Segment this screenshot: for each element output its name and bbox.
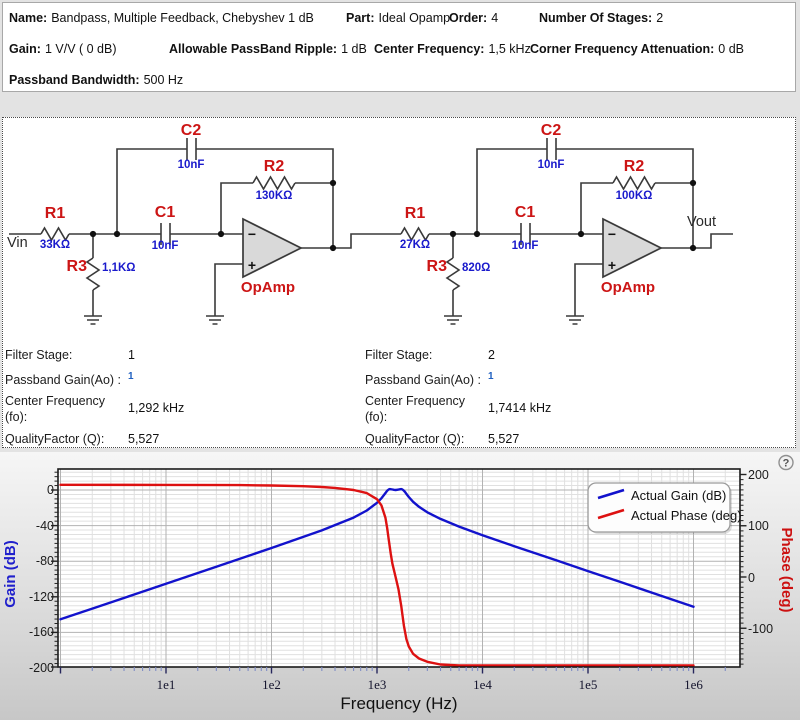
field-part-label: Part: xyxy=(346,11,375,25)
stage1-center-frequency-label: Center Frequency (fo): xyxy=(5,394,106,424)
stage2-junction xyxy=(690,245,696,251)
stage1-inverting-input-sign: − xyxy=(247,226,257,242)
stage1-r2-resistor xyxy=(253,177,295,189)
field-order-value: 4 xyxy=(491,11,499,25)
stage1-junction xyxy=(114,231,120,237)
field-number-of-stages xyxy=(539,11,663,25)
stage1-junction xyxy=(90,231,96,237)
stage1-noninverting-input-sign: + xyxy=(247,257,257,273)
stage1-opamp-label: OpAmp xyxy=(240,279,296,296)
stage2-junction xyxy=(474,231,480,237)
field-corner-attenuation-label: Corner Frequency Attenuation: xyxy=(530,42,715,56)
stage1-r2-label: R2 xyxy=(263,158,285,175)
stage1-quality-factor-label: QualityFactor (Q): xyxy=(5,432,105,446)
field-part xyxy=(346,11,450,25)
phase-tick-1: 100 xyxy=(748,519,769,533)
gain-tick-labels xyxy=(29,483,54,675)
bode-plot xyxy=(0,452,800,720)
field-passband-ripple-label: Allowable PassBand Ripple: xyxy=(169,42,338,56)
stage2-r1-label: R1 xyxy=(404,205,426,222)
field-part-value: Ideal Opamp xyxy=(378,11,451,25)
header-row-2 xyxy=(3,42,795,60)
gain-tick-0: 0 xyxy=(47,483,54,497)
stage1-filter-stage-value: 1 xyxy=(128,348,135,362)
stage2-junction xyxy=(578,231,584,237)
stage2-quality-factor-value: 5,527 xyxy=(488,432,520,446)
stage2-passband-gain-label: Passband Gain(Ao) : xyxy=(365,373,482,387)
freq-tick-5: 1e6 xyxy=(684,677,703,692)
gain-tick-4: -160 xyxy=(28,625,54,639)
field-center-frequency-value: 1,5 kHz xyxy=(488,42,531,56)
legend-gain-label: Actual Gain (dB) xyxy=(631,488,727,503)
filter-summary-box xyxy=(2,2,796,92)
field-order-label: Order: xyxy=(449,11,488,25)
field-gain-value: 1 V/V ( 0 dB) xyxy=(44,42,117,56)
field-number-of-stages-value: 2 xyxy=(656,11,664,25)
stage1-r2-value: 130KΩ xyxy=(255,190,293,202)
stage2-r2-resistor xyxy=(613,177,655,189)
stage1-c2-capacitor xyxy=(187,138,196,160)
stage2-c2-capacitor xyxy=(547,138,556,160)
gain-tick-5: -200 xyxy=(28,661,54,675)
stage2-c2-value: 10nF xyxy=(537,159,565,171)
field-name xyxy=(9,11,314,25)
legend-phase-label: Actual Phase (deg) xyxy=(631,508,742,523)
field-passband-bandwidth xyxy=(9,73,183,87)
stage1-wires xyxy=(9,149,401,316)
circuit-schematic xyxy=(3,118,795,347)
gain-tick-2: -80 xyxy=(35,554,54,568)
phase-tick-labels xyxy=(748,468,773,636)
stage1-c2-value: 10nF xyxy=(177,159,205,171)
stage2-center-frequency-label: Center Frequency (fo): xyxy=(365,394,466,424)
stage1-filter-stage-label: Filter Stage: xyxy=(5,348,73,362)
stage1-junction xyxy=(330,245,336,251)
stage1-r3-resistor xyxy=(87,258,99,290)
stage1-r3-value: 1,1KΩ xyxy=(102,262,136,274)
field-passband-bandwidth-label: Passband Bandwidth: xyxy=(9,73,140,87)
stage2-ground-r3 xyxy=(444,316,462,324)
stage1-r1-value: 33KΩ xyxy=(39,239,71,251)
stage1-ground-r3 xyxy=(84,316,102,324)
phase-tick-2: 0 xyxy=(748,571,755,585)
vout-label: Vout xyxy=(687,214,717,230)
phase-axis-title: Phase (deg) xyxy=(778,527,795,613)
stage2-r2-label: R2 xyxy=(623,158,645,175)
field-center-frequency-label: Center Frequency: xyxy=(374,42,485,56)
stage1-center-frequency-value: 1,292 kHz xyxy=(128,401,185,415)
freq-tick-3: 1e4 xyxy=(473,677,492,692)
stage2-noninverting-input-sign: + xyxy=(607,257,617,273)
header-row-3 xyxy=(3,73,795,91)
stage2-junction xyxy=(690,180,696,186)
field-center-frequency xyxy=(374,42,531,56)
stage2-passband-gain-value: 1 xyxy=(488,371,494,382)
stage2-quality-factor-label: QualityFactor (Q): xyxy=(365,432,465,446)
stage1-passband-gain-value: 1 xyxy=(128,371,134,382)
phase-tick-3: -100 xyxy=(748,622,774,636)
stage2-junction xyxy=(450,231,456,237)
stage2-r3-label: R3 xyxy=(426,258,447,275)
stage1-r1-label: R1 xyxy=(44,205,66,222)
stage2-c2-label: C2 xyxy=(540,122,562,139)
stage2-r3-resistor xyxy=(447,258,459,290)
stage1-c1-value: 10nF xyxy=(151,240,179,252)
stage2-center-frequency-value: 1,7414 kHz xyxy=(488,401,552,415)
header-row-1 xyxy=(3,11,795,29)
freq-tick-4: 1e5 xyxy=(578,677,598,692)
stage2-r1-value: 27KΩ xyxy=(399,239,431,251)
stage2-r2-value: 100KΩ xyxy=(615,190,653,202)
field-passband-ripple xyxy=(169,42,367,56)
help-button[interactable] xyxy=(779,456,793,470)
frequency-tick-labels xyxy=(157,677,704,692)
legend xyxy=(588,483,742,534)
field-gain-label: Gain: xyxy=(9,42,41,56)
stage2-inverting-input-sign: − xyxy=(607,226,617,242)
field-corner-attenuation xyxy=(530,42,744,56)
stage1-quality-factor-value: 5,527 xyxy=(128,432,160,446)
bode-plot-panel xyxy=(0,452,800,720)
stage1-ground-opamp xyxy=(206,316,224,324)
gain-axis-title: Gain (dB) xyxy=(2,540,19,608)
stage2-filter-stage-value: 2 xyxy=(488,348,495,362)
stage2-c1-value: 10nF xyxy=(511,240,539,252)
field-passband-bandwidth-value: 500 Hz xyxy=(143,73,184,87)
field-name-label: Name: xyxy=(9,11,48,25)
stage2-r3-value: 820Ω xyxy=(462,262,491,274)
freq-tick-2: 1e3 xyxy=(367,677,387,692)
stage1-passband-gain-label: Passband Gain(Ao) : xyxy=(5,373,122,387)
field-name-value: Bandpass, Multiple Feedback, Chebyshev 1 dB xyxy=(51,11,314,25)
phase-tick-0: 200 xyxy=(748,468,769,482)
stage2-ground-opamp xyxy=(566,316,584,324)
stage1-c2-label: C2 xyxy=(180,122,202,139)
stage1-junction xyxy=(330,180,336,186)
field-number-of-stages-label: Number Of Stages: xyxy=(539,11,653,25)
vin-label: Vin xyxy=(7,235,28,251)
circuit-panel xyxy=(2,117,796,448)
field-order xyxy=(449,11,498,25)
freq-tick-1: 1e2 xyxy=(262,677,281,692)
stage2-c1-label: C1 xyxy=(514,204,536,221)
gain-tick-3: -120 xyxy=(28,590,54,604)
stage2-filter-stage-label: Filter Stage: xyxy=(365,348,433,362)
gain-tick-1: -40 xyxy=(35,519,54,533)
field-passband-ripple-value: 1 dB xyxy=(341,42,367,56)
field-gain xyxy=(9,42,117,56)
stage2-opamp-label: OpAmp xyxy=(600,279,656,296)
help-icon-glyph: ? xyxy=(782,457,790,470)
field-corner-attenuation-value: 0 dB xyxy=(718,42,744,56)
freq-tick-0: 1e1 xyxy=(156,677,176,692)
stage1-r3-label: R3 xyxy=(66,258,87,275)
stage1-c1-label: C1 xyxy=(154,204,176,221)
frequency-axis-title: Frequency (Hz) xyxy=(340,694,458,713)
stage1-junction xyxy=(218,231,224,237)
